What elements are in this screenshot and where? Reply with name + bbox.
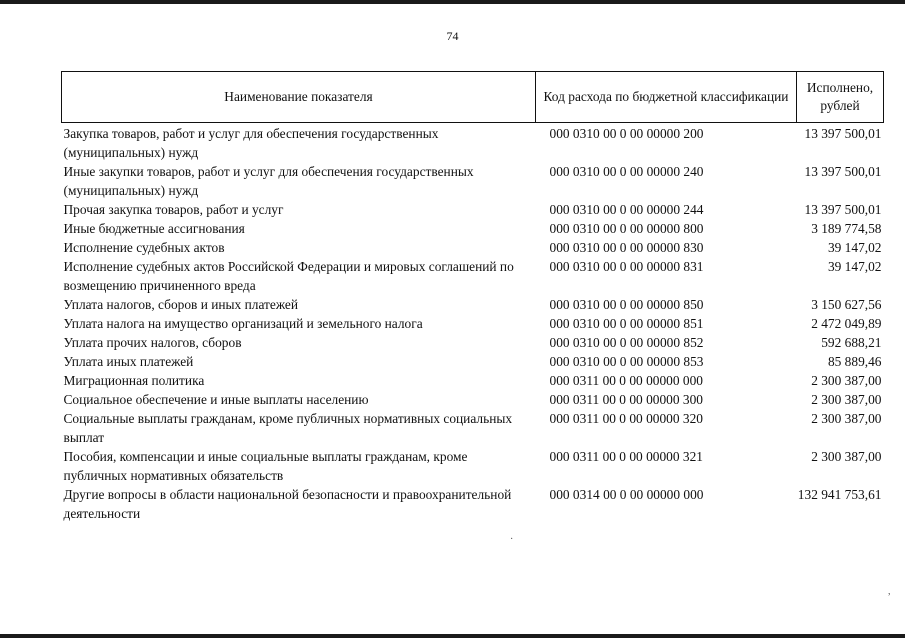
scan-border-top: [0, 0, 905, 4]
cell-name: Пособия, компенсации и иные социальные выплаты гражданам, кроме публичных нормативных обязательств: [63, 449, 468, 483]
table-row: [62, 162, 884, 200]
table-row: [62, 333, 884, 352]
table-row: [62, 257, 884, 295]
table-row: [62, 371, 884, 390]
cell-code: 000 0310 00 0 00 00000 800: [549, 221, 704, 236]
cell-name: Социальное обеспечение и иные выплаты населению: [63, 392, 369, 407]
table-body: [62, 123, 884, 524]
table-row: [62, 485, 884, 523]
cell-name: Исполнение судебных актов: [63, 240, 225, 255]
cell-name: Иные закупки товаров, работ и услуг для обеспечения государственных (муниципальных) нужд: [63, 164, 474, 198]
table-row: [62, 219, 884, 238]
page-number: 74: [446, 29, 459, 43]
cell-code: 000 0310 00 0 00 00000 244: [549, 202, 704, 217]
cell-amount: 592 688,21: [821, 335, 882, 350]
table-row: [62, 200, 884, 219]
cell-name: Миграционная политика: [63, 373, 205, 388]
cell-code: 000 0310 00 0 00 00000 240: [549, 164, 704, 179]
cell-amount: 2 472 049,89: [811, 316, 882, 331]
cell-name: Иные бюджетные ассигнования: [63, 221, 245, 236]
cell-amount: 13 397 500,01: [804, 164, 882, 179]
cell-name: Уплата налога на имущество организаций и земельного налога: [63, 316, 423, 331]
cell-code: 000 0311 00 0 00 00000 000: [549, 373, 703, 388]
cell-code: 000 0314 00 0 00 00000 000: [549, 487, 704, 502]
cell-code: 000 0310 00 0 00 00000 852: [549, 335, 704, 350]
cell-code: 000 0311 00 0 00 00000 320: [549, 411, 703, 426]
cell-code: 000 0310 00 0 00 00000 830: [549, 240, 704, 255]
header-row: [62, 72, 884, 123]
cell-amount: 39 147,02: [827, 259, 882, 274]
cell-amount: 3 189 774,58: [811, 221, 882, 236]
table-row: [62, 352, 884, 371]
table-row: [62, 409, 884, 447]
cell-name: Уплата прочих налогов, сборов: [63, 335, 242, 350]
cell-amount: 13 397 500,01: [804, 202, 882, 217]
header-name: Наименование показателя: [62, 72, 536, 123]
cell-name: Исполнение судебных актов Российской Федерации и мировых соглашений по возмещению причиненного вреда: [63, 259, 514, 293]
header-amount: Исполнено, рублей: [797, 72, 884, 123]
cell-amount: 3 150 627,56: [811, 297, 882, 312]
table-row: [62, 123, 884, 163]
header-code: Код расхода по бюджетной классификации: [536, 72, 797, 123]
cell-name: Социальные выплаты гражданам, кроме публичных нормативных социальных выплат: [63, 411, 513, 445]
budget-table-container: [61, 71, 883, 523]
cell-code: 000 0311 00 0 00 00000 300: [549, 392, 703, 407]
cell-amount: 39 147,02: [827, 240, 882, 255]
cell-code: 000 0310 00 0 00 00000 850: [549, 297, 704, 312]
cell-name: Закупка товаров, работ и услуг для обеспечения государственных (муниципальных) нужд: [63, 126, 439, 160]
cell-amount: 2 300 387,00: [811, 373, 882, 388]
cell-code: 000 0310 00 0 00 00000 851: [549, 316, 704, 331]
scan-border-bottom: [0, 634, 905, 638]
cell-amount: 132 941 753,61: [797, 487, 882, 502]
scan-speck: ·: [510, 534, 514, 545]
table-row: [62, 447, 884, 485]
table-row: [62, 295, 884, 314]
table-row: [62, 314, 884, 333]
table-row: [62, 390, 884, 409]
cell-code: 000 0311 00 0 00 00000 321: [549, 449, 703, 464]
cell-amount: 2 300 387,00: [811, 449, 882, 464]
cell-amount: 2 300 387,00: [811, 411, 882, 426]
cell-name: Другие вопросы в области национальной безопасности и правоохранительной деятельности: [63, 487, 512, 521]
cell-name: Прочая закупка товаров, работ и услуг: [63, 202, 284, 217]
budget-table: [61, 71, 884, 523]
table-header: [62, 72, 884, 123]
scan-speck: ,: [888, 586, 891, 597]
cell-code: 000 0310 00 0 00 00000 831: [549, 259, 704, 274]
cell-name: Уплата налогов, сборов и иных платежей: [63, 297, 299, 312]
cell-name: Уплата иных платежей: [63, 354, 194, 369]
cell-amount: 2 300 387,00: [811, 392, 882, 407]
cell-amount: 13 397 500,01: [804, 126, 882, 141]
cell-amount: 85 889,46: [827, 354, 882, 369]
cell-code: 000 0310 00 0 00 00000 200: [549, 126, 704, 141]
cell-code: 000 0310 00 0 00 00000 853: [549, 354, 704, 369]
table-row: [62, 238, 884, 257]
